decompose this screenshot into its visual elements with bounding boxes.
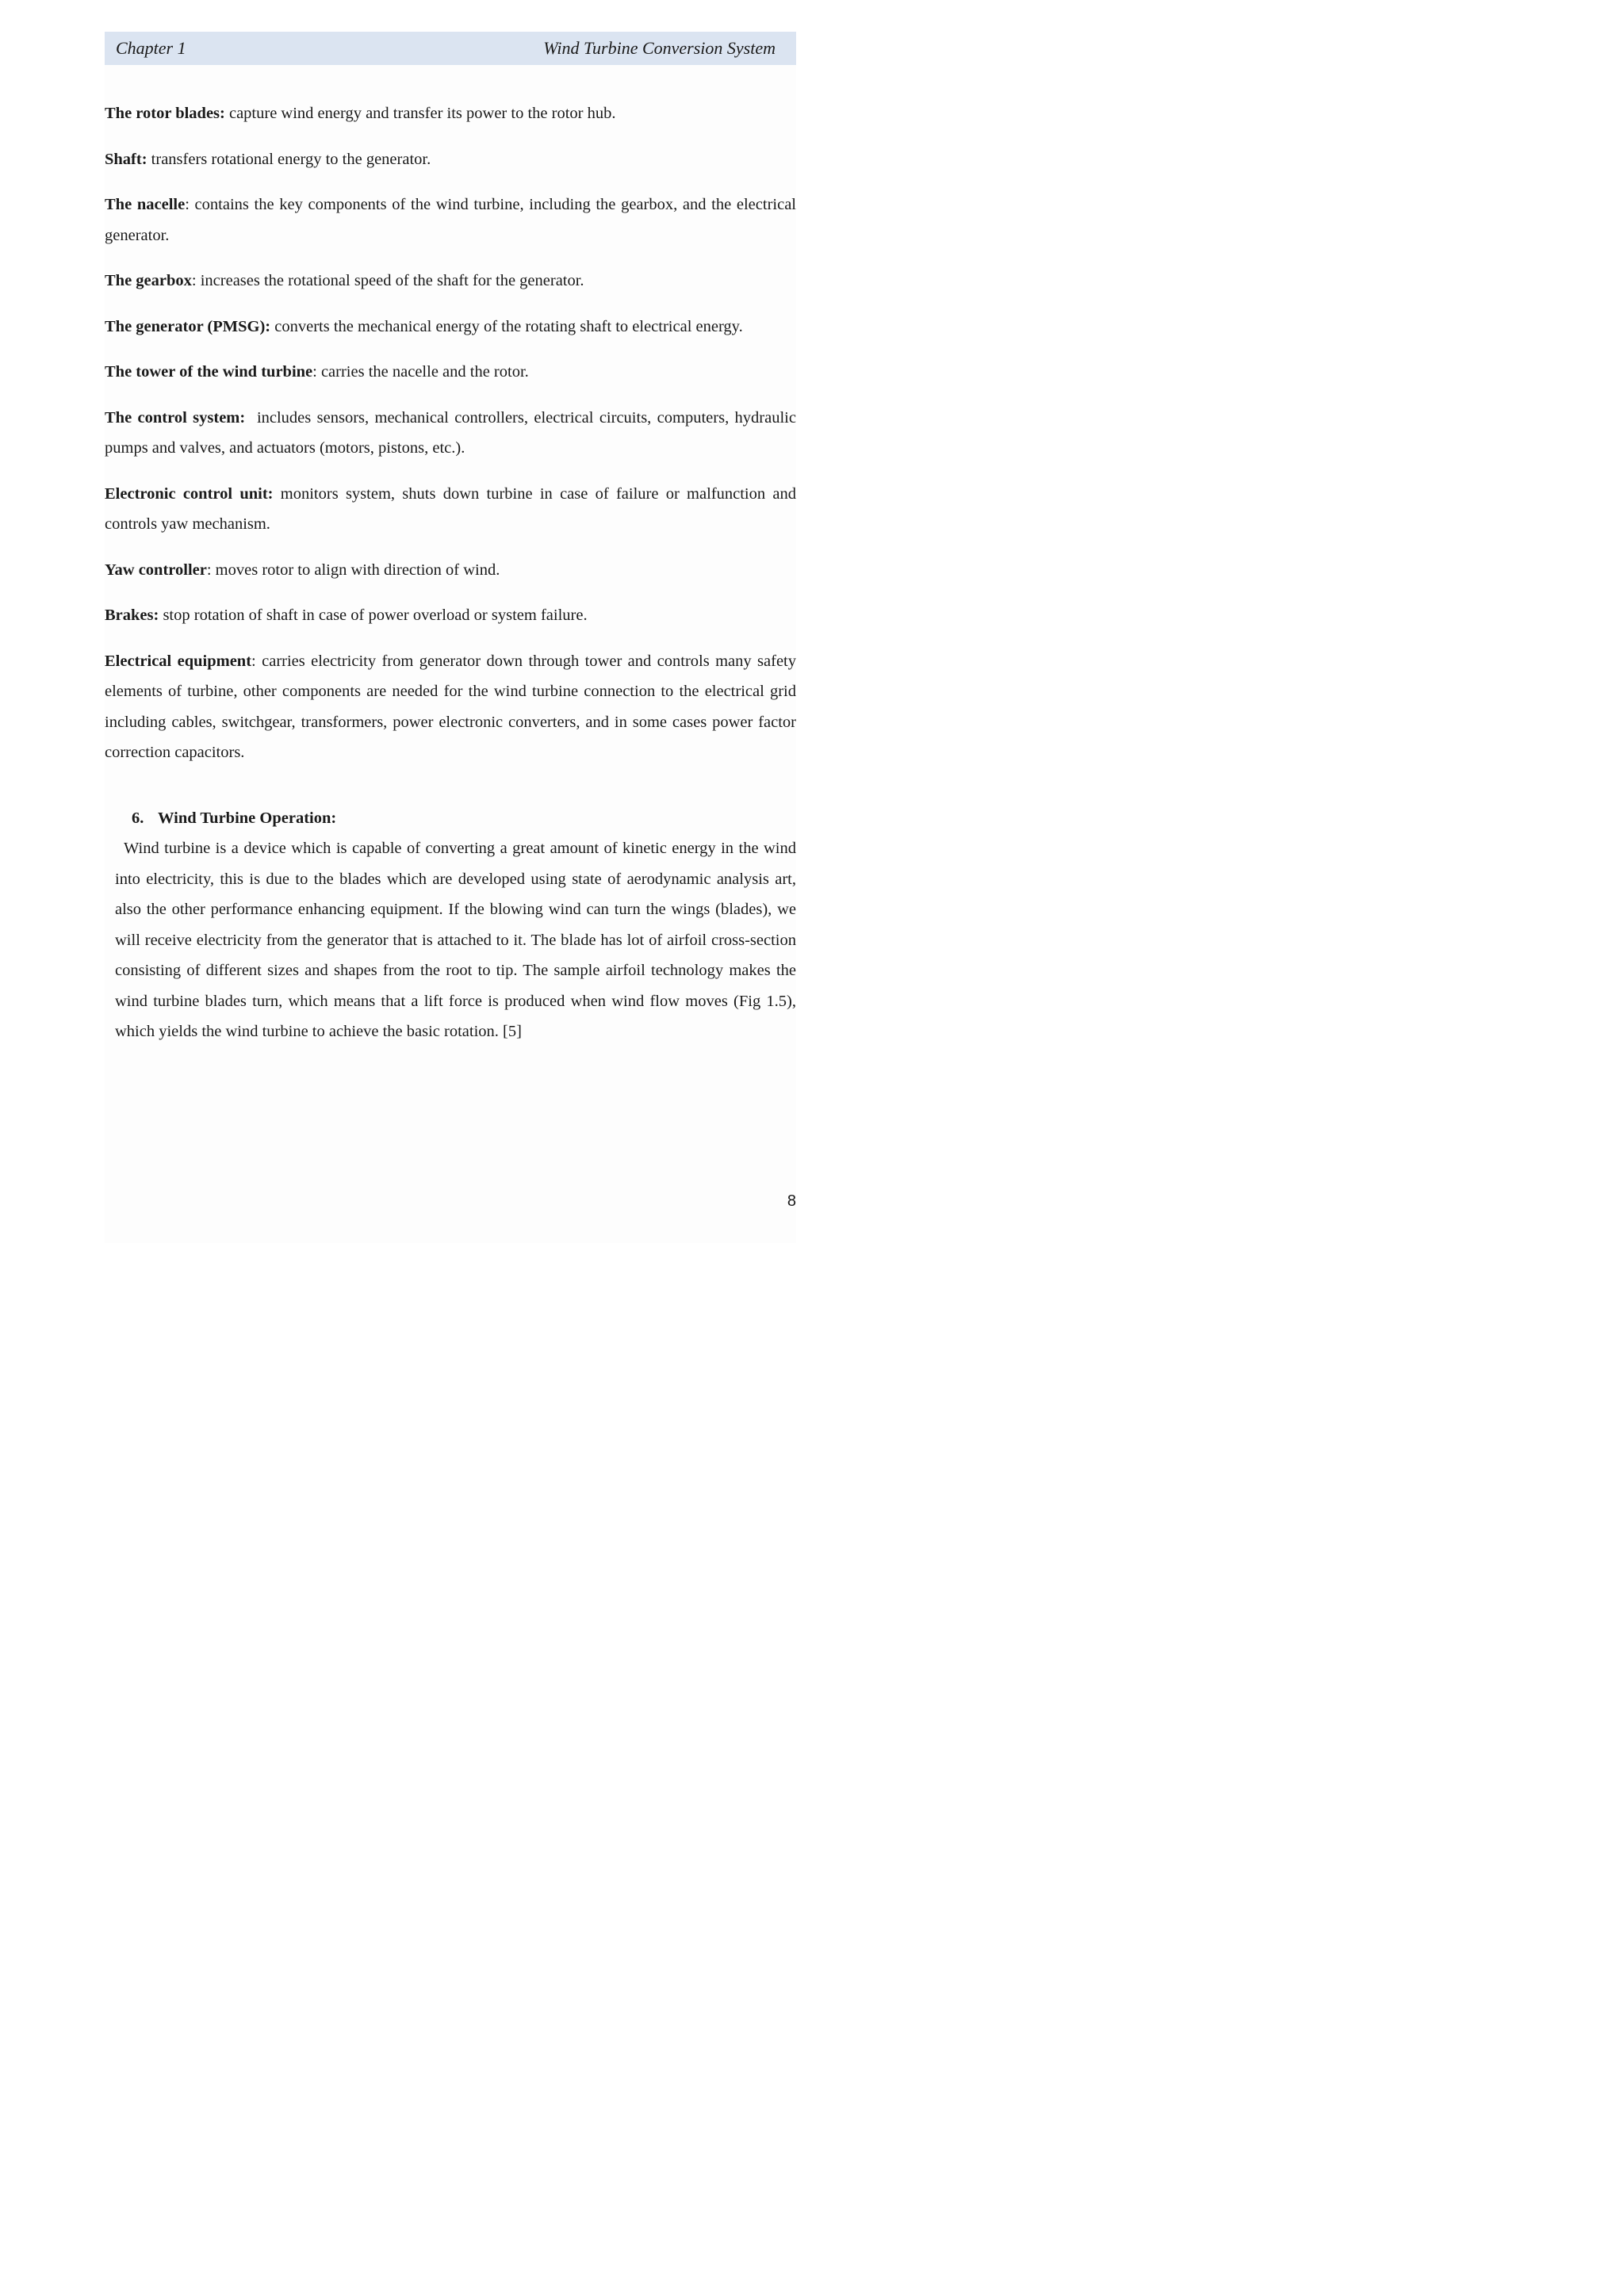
component-term: Electronic control unit: xyxy=(105,484,274,503)
component-yaw-controller xyxy=(105,555,796,586)
header-chapter: Chapter 1 xyxy=(116,38,186,58)
component-description: monitors system, shuts down turbine in case of failure or malfunction and controls yaw mechanism. xyxy=(105,484,796,533)
component-term: The tower of the wind turbine xyxy=(105,363,313,381)
component-term: The nacelle xyxy=(105,196,186,213)
section-number: 6. xyxy=(132,809,144,827)
component-term: The generator (PMSG): xyxy=(105,317,271,335)
component-term: The control system: xyxy=(105,408,246,427)
page-content xyxy=(105,98,801,1047)
component-shaft xyxy=(105,144,796,175)
component-description: : carries electricity from generator down through tower and controls many safety elements of turbine, other components are needed for the wind turbine connection to the electrical grid including cables, switchgear, transformers, power electronic converters, and in some cases power factor correction capacitors. xyxy=(105,652,796,761)
component-term: The rotor blades: xyxy=(105,105,225,122)
component-term: Electrical equipment xyxy=(105,652,252,670)
component-description: : contains the key components of the wind turbine, including the gearbox, and the electrical generator. xyxy=(105,196,796,244)
component-description: : moves rotor to align with direction of wind. xyxy=(206,561,500,579)
component-term: Yaw controller xyxy=(105,561,207,579)
page-number: 8 xyxy=(787,1192,796,1210)
component-description: converts the mechanical energy of the rotating shaft to electrical energy. xyxy=(270,317,743,335)
component-term: The gearbox xyxy=(105,272,192,289)
component-description: capture wind energy and transfer its power to the rotor hub. xyxy=(224,105,616,122)
component-description: : carries the nacelle and the rotor. xyxy=(312,363,529,381)
component-electronic-control-unit xyxy=(105,479,796,540)
component-generator xyxy=(105,312,796,342)
component-description: : increases the rotational speed of the shaft for the generator. xyxy=(191,272,584,289)
component-description: transfers rotational energy to the generator. xyxy=(147,150,431,168)
component-electrical-equipment xyxy=(105,646,796,768)
section-body: Wind turbine is a device which is capable of converting a great amount of kinetic energy in the wind into electricity, this is due to the blades which are developed using state of aerodynamic analysis art, also the other performance enhancing equipment. If the blowing wind can turn the wings (blades), we will receive electricity from the generator that is attached to it. The blade has lot of airfoil cross-section consisting of different sizes and shapes from the root to tip. The sample airfoil technology makes the wind turbine blades turn, which means that a lift force is produced when wind flow moves (Fig 1.5), which yields the wind turbine to achieve the basic rotation. [5] xyxy=(115,840,796,1040)
component-description: includes sensors, mechanical controllers, electrical circuits, computers, hydraulic pumps and valves, and actuators (motors, pistons, etc.). xyxy=(105,408,801,457)
component-term: Shaft: xyxy=(105,150,147,168)
component-rotor-blades xyxy=(105,98,796,129)
component-brakes xyxy=(105,600,796,631)
component-tower xyxy=(105,357,796,388)
component-nacelle xyxy=(105,189,796,251)
component-gearbox xyxy=(105,266,796,297)
running-header xyxy=(105,32,796,65)
section-heading xyxy=(132,803,796,834)
component-term: Brakes: xyxy=(105,607,159,624)
component-control-system xyxy=(105,403,801,464)
section-title: Wind Turbine Operation: xyxy=(158,809,337,827)
header-title: Wind Turbine Conversion System xyxy=(543,38,776,58)
component-description: stop rotation of shaft in case of power overload or system failure. xyxy=(159,607,588,624)
